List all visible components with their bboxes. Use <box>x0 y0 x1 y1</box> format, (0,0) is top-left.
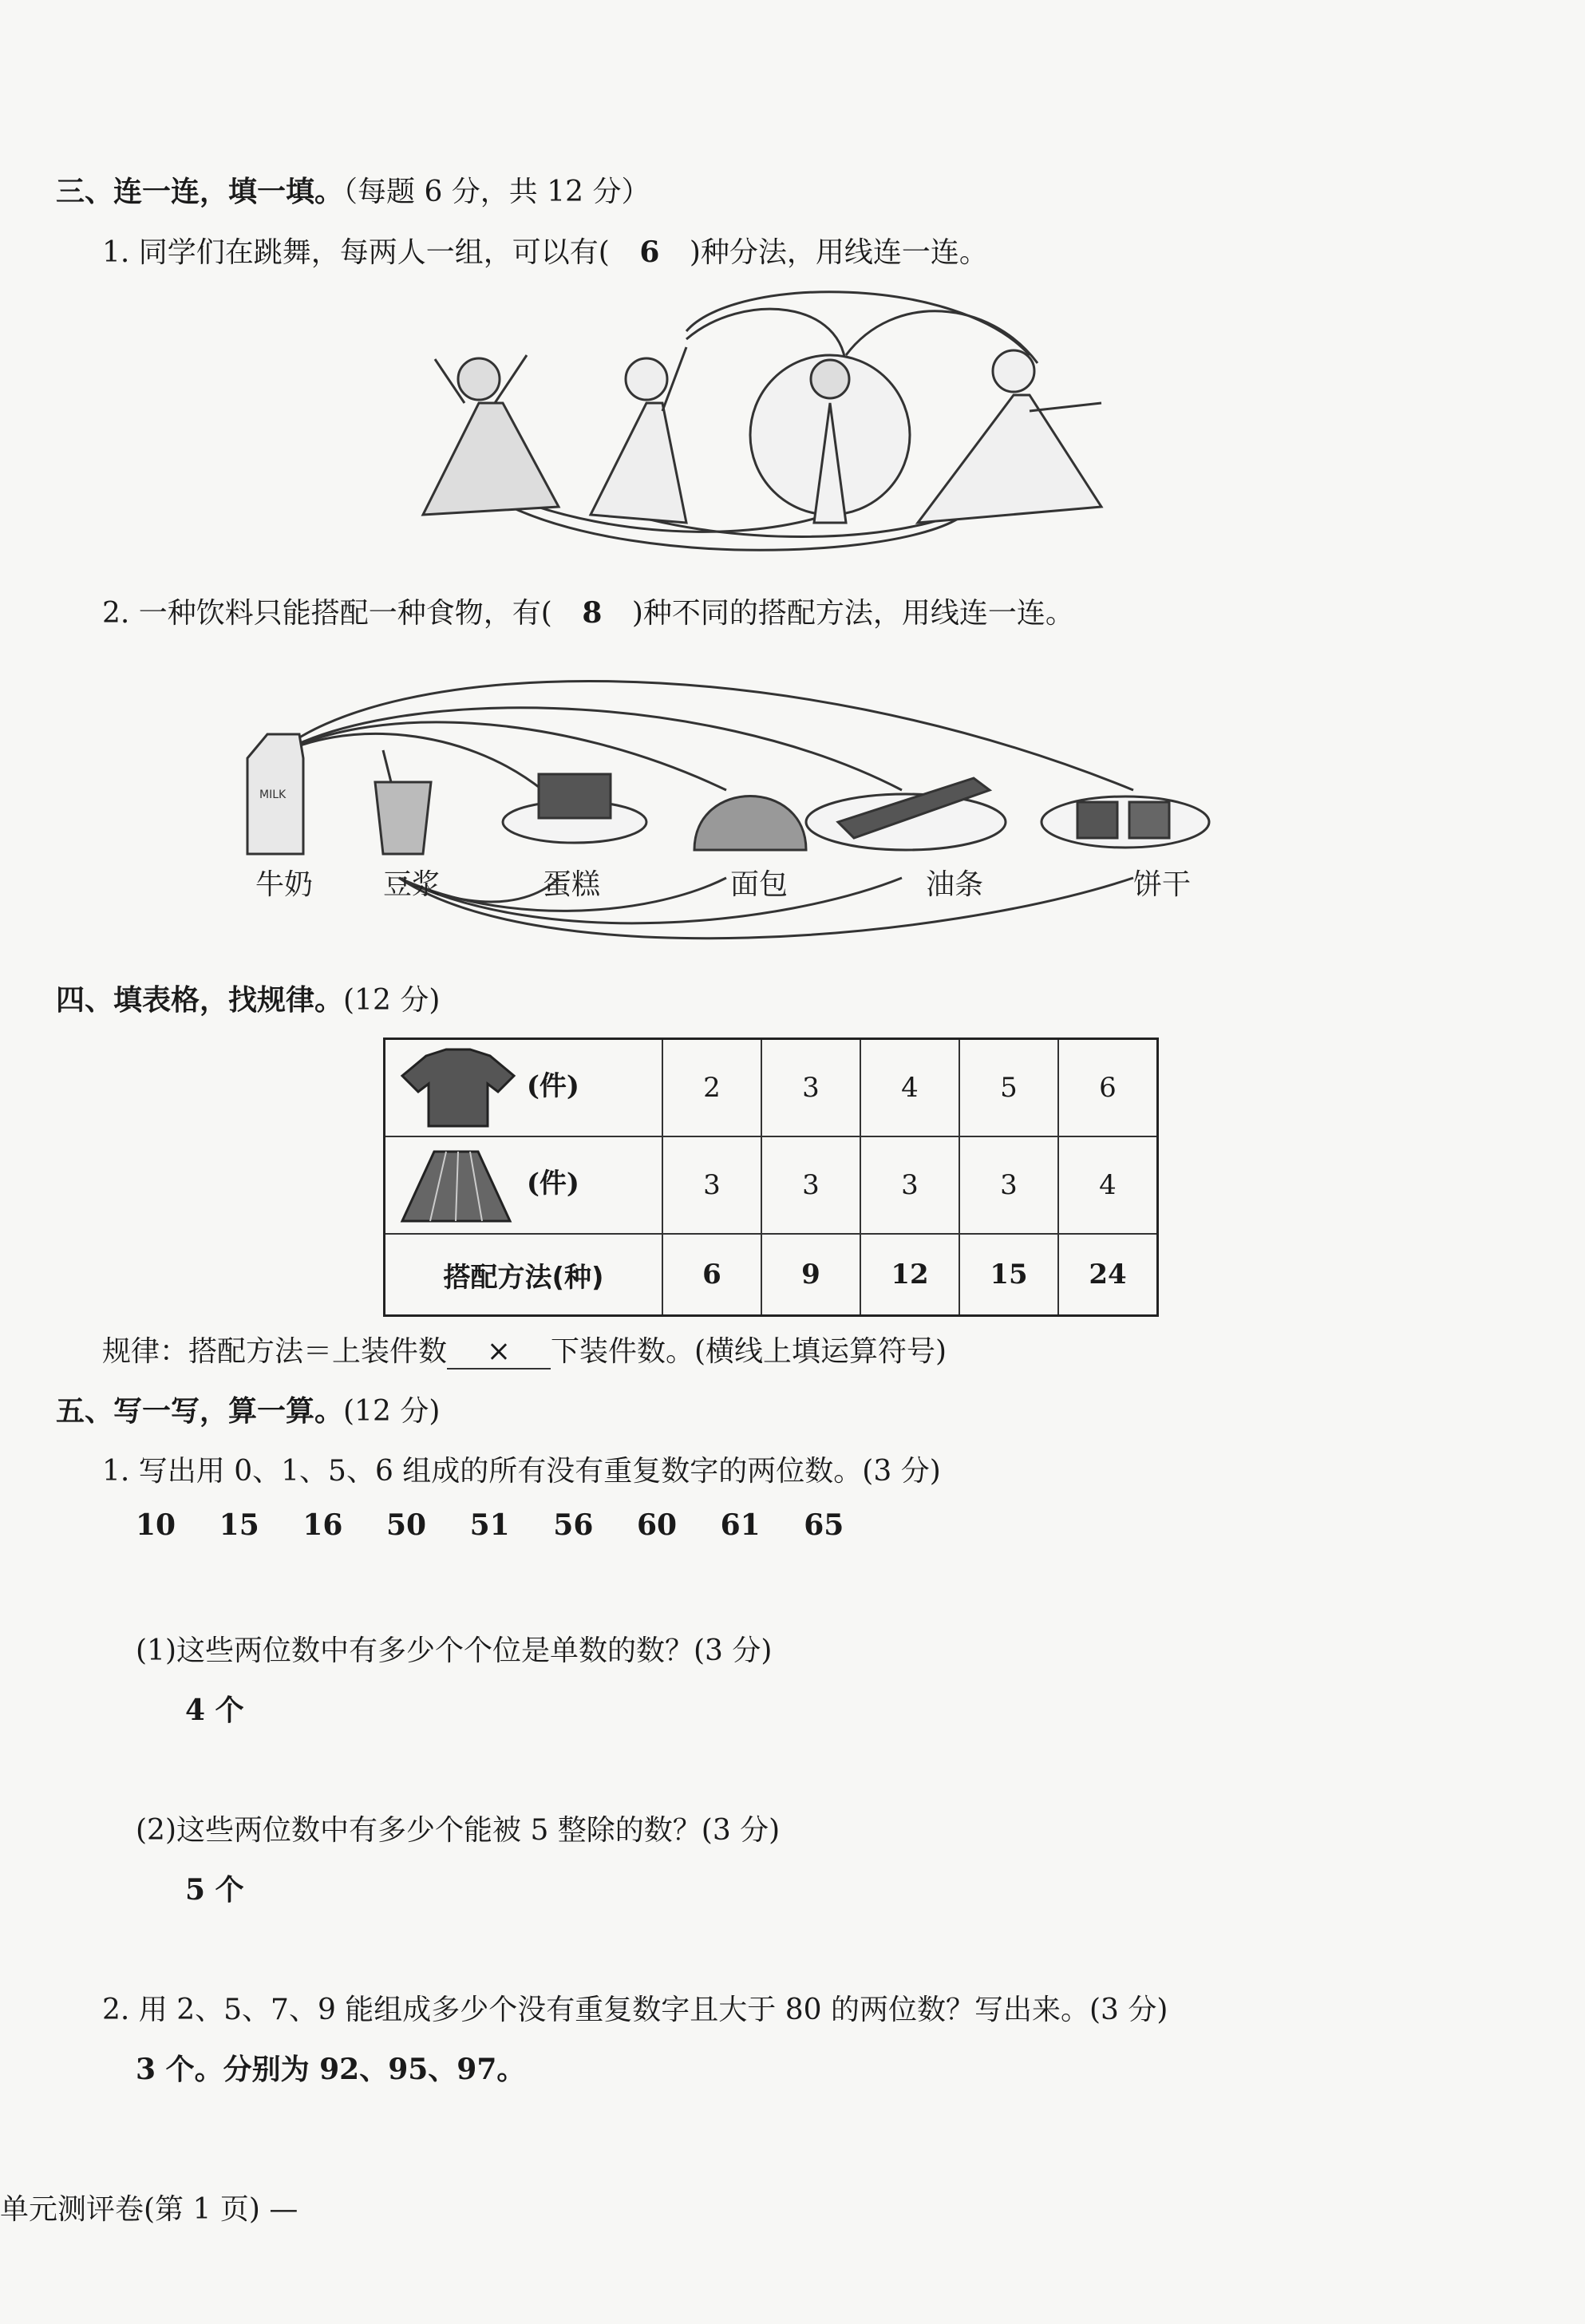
dancer-3-icon <box>750 355 910 523</box>
row-label: (件) <box>526 1070 579 1102</box>
rule-line <box>102 1329 947 1370</box>
food-label: 面包 <box>730 868 789 901</box>
table-cell: 3 <box>860 1136 959 1234</box>
q3-1-suffix: )种分法，用线连一连。 <box>689 236 988 269</box>
question-5-1-a: (1)这些两位数中有多少个个位是单数的数？(3 分) <box>136 1634 773 1667</box>
question-5-1-b: (2)这些两位数中有多少个能被 5 整除的数？(3 分) <box>136 1814 781 1847</box>
skirt-icon <box>398 1145 518 1225</box>
q5-2-answer: 3 个。分别为 92、95、97。 <box>136 2053 526 2086</box>
dancer-4-icon <box>918 350 1101 523</box>
answer-number: 61 <box>720 1508 761 1542</box>
youtiao-icon <box>806 778 1006 850</box>
food-label: 牛奶 <box>255 868 314 901</box>
table-cell: 4 <box>1058 1136 1158 1234</box>
table-cell: 3 <box>761 1136 860 1234</box>
section5-heading <box>56 1389 440 1429</box>
rule-text: 规律：搭配方法＝上装件数 <box>102 1335 448 1368</box>
food-label: 蛋糕 <box>543 868 601 901</box>
question-3-2 <box>102 591 1074 631</box>
answer-number: 56 <box>553 1508 594 1542</box>
row-header <box>385 1039 663 1137</box>
dancers-illustration <box>399 283 1149 579</box>
section3-score: （每题 6 分，共 12 分） <box>343 176 650 208</box>
q5-1-b-answer: 5 个 <box>185 1873 244 1907</box>
question-3-1 <box>102 230 988 271</box>
table-row <box>385 1234 1158 1316</box>
section3-heading <box>56 169 650 210</box>
food-label: 豆浆 <box>383 868 441 901</box>
answer-number: 15 <box>219 1508 259 1542</box>
answer-number: 65 <box>804 1508 844 1542</box>
q5-1-answers <box>136 1508 877 1542</box>
table-cell: 4 <box>860 1039 959 1137</box>
foods-illustration <box>223 638 1293 966</box>
section5-title: 五、写一写，算一算。 <box>56 1395 344 1428</box>
page-footer: 单元测评卷(第 1 页) — <box>0 2193 298 2226</box>
row-header: 搭配方法(种) <box>385 1234 663 1316</box>
q3-2-suffix: )种不同的搭配方法，用线连一连。 <box>631 597 1074 630</box>
shirt-icon <box>398 1048 518 1128</box>
table-cell: 3 <box>662 1136 761 1234</box>
rule-suffix: 下装件数。(横线上填运算符号) <box>551 1335 947 1368</box>
table-row <box>385 1136 1158 1234</box>
biscuit-icon <box>1042 796 1209 848</box>
section4-score: (12 分) <box>343 984 441 1017</box>
q3-1-answer: 6 <box>639 235 660 269</box>
section3-title: 三、连一连，填一填。 <box>56 176 344 208</box>
answer-number: 51 <box>469 1508 510 1542</box>
dancer-1-icon <box>423 355 559 515</box>
q3-2-answer: 8 <box>582 596 603 630</box>
table-cell: 9 <box>761 1234 860 1316</box>
table-row <box>385 1039 1158 1137</box>
q5-1-a-answer: 4 个 <box>185 1694 244 1727</box>
table-cell: 5 <box>959 1039 1058 1137</box>
answer-number: 50 <box>385 1508 427 1542</box>
table-cell: 15 <box>959 1234 1058 1316</box>
food-label: 饼干 <box>1133 868 1192 901</box>
table-cell: 6 <box>662 1234 761 1316</box>
dancer-2-icon <box>591 347 686 523</box>
row-label: (件) <box>526 1168 579 1200</box>
answer-number: 16 <box>302 1508 343 1542</box>
milk-icon <box>247 734 303 854</box>
q3-2-text: 2. 一种饮料只能搭配一种食物，有( <box>102 597 552 630</box>
table-cell: 2 <box>662 1039 761 1137</box>
section4-title: 四、填表格，找规律。 <box>56 984 344 1017</box>
rule-answer: × <box>447 1335 551 1370</box>
answer-number: 10 <box>136 1508 176 1542</box>
question-5-1: 1. 写出用 0、1、5、6 组成的所有没有重复数字的两位数。(3 分) <box>102 1455 941 1488</box>
soymilk-icon <box>375 750 431 854</box>
table-cell: 6 <box>1058 1039 1158 1137</box>
q3-1-text: 1. 同学们在跳舞，每两人一组，可以有( <box>102 236 610 269</box>
pattern-table <box>383 1038 1159 1317</box>
section4-heading <box>56 978 440 1018</box>
question-5-2: 2. 用 2、5、7、9 能组成多少个没有重复数字且大于 80 的两位数？写出来。(3 分) <box>102 1994 1168 2026</box>
svg-text:MILK: MILK <box>259 788 287 801</box>
table-cell: 3 <box>761 1039 860 1137</box>
table-cell: 24 <box>1058 1234 1158 1316</box>
table-cell: 3 <box>959 1136 1058 1234</box>
food-label: 油条 <box>926 868 984 901</box>
bread-icon <box>694 796 806 851</box>
answer-number: 60 <box>636 1508 678 1542</box>
row-header <box>385 1136 663 1234</box>
table-cell: 12 <box>860 1234 959 1316</box>
section5-score: (12 分) <box>343 1395 441 1428</box>
cake-icon <box>503 774 646 843</box>
